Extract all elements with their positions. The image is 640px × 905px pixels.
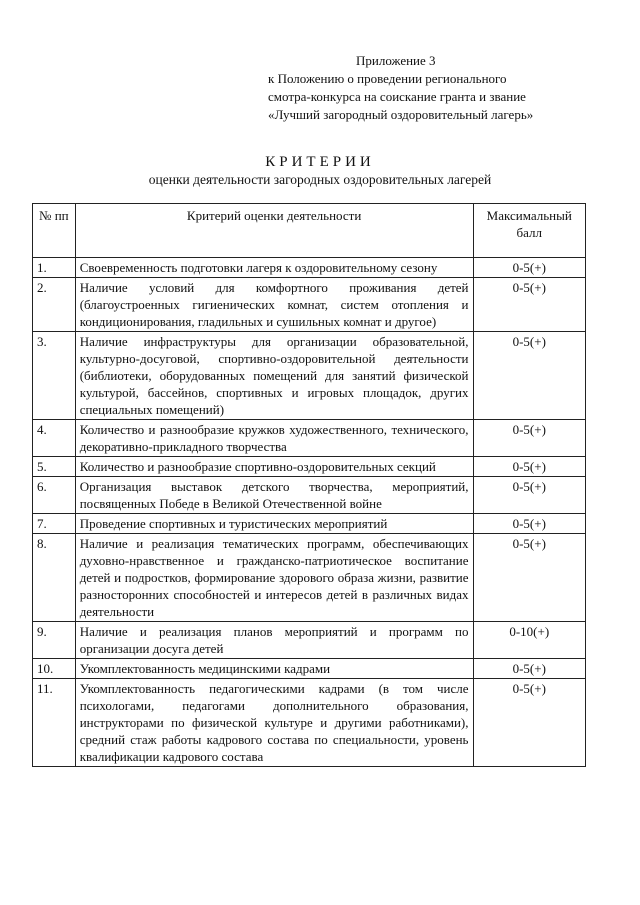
row-max-score: 0-5(+) — [473, 514, 586, 534]
appendix-line-2: к Положению о проведении регионального — [268, 71, 507, 86]
table-row — [33, 477, 586, 514]
row-number: 6. — [33, 477, 76, 514]
row-number: 5. — [33, 457, 76, 477]
row-criterion: Наличие и реализация планов мероприятий и программ по организации досуга детей — [75, 622, 473, 659]
table-row — [33, 659, 586, 679]
row-max-score: 0-5(+) — [473, 258, 586, 278]
row-max-score: 0-10(+) — [473, 622, 586, 659]
row-criterion: Количество и разнообразие спортивно-оздоровительных секций — [75, 457, 473, 477]
row-criterion: Наличие инфраструктуры для организации образовательной, культурно-досуговой, спортивно-оздоровительной деятельности (библиотеки, оборудованных помещений для занятий физической культурой, бассейнов, спортивных и игровых площадок, других специальных помещений) — [75, 332, 473, 420]
table-row — [33, 622, 586, 659]
table-row — [33, 514, 586, 534]
row-max-score: 0-5(+) — [473, 420, 586, 457]
row-number: 8. — [33, 534, 76, 622]
row-criterion: Наличие условий для комфортного проживания детей (благоустроенных гигиенических комнат, систем отопления и кондиционирования, гладильных и сушильных комнат и другое) — [75, 278, 473, 332]
table-row — [33, 420, 586, 457]
row-number: 2. — [33, 278, 76, 332]
row-criterion: Укомплектованность медицинскими кадрами — [75, 659, 473, 679]
row-criterion: Наличие и реализация тематических программ, обеспечивающих духовно-нравственное и гражданско-патриотическое воспитание детей и подростков, формирование здорового образа жизни, развитие разносторонних способностей и интересов детей в различных видах деятельности — [75, 534, 473, 622]
row-max-score: 0-5(+) — [473, 457, 586, 477]
table-row — [33, 457, 586, 477]
table-row — [33, 534, 586, 622]
row-number: 3. — [33, 332, 76, 420]
row-number: 10. — [33, 659, 76, 679]
row-criterion: Укомплектованность педагогическими кадрами (в том числе психологами, педагогами дополнительного образования, инструкторами по физической культуре и другими работниками), средний стаж работы кадрового состава по специальности, уровень квалификации кадрового состава — [75, 679, 473, 767]
row-number: 11. — [33, 679, 76, 767]
table-body — [33, 258, 586, 767]
criteria-table — [32, 203, 586, 767]
row-criterion: Организация выставок детского творчества, мероприятий, посвященных Победе в Великой Отечественной войне — [75, 477, 473, 514]
row-number: 7. — [33, 514, 76, 534]
row-criterion: Количество и разнообразие кружков художественного, технического, декоративно-прикладного творчества — [75, 420, 473, 457]
row-number: 4. — [33, 420, 76, 457]
row-number: 9. — [33, 622, 76, 659]
row-criterion: Своевременность подготовки лагеря к оздоровительному сезону — [75, 258, 473, 278]
row-max-score: 0-5(+) — [473, 679, 586, 767]
table-row — [33, 332, 586, 420]
table-row — [33, 258, 586, 278]
header-criterion: Критерий оценки деятельности — [75, 204, 473, 258]
header-number: № пп — [33, 204, 76, 258]
appendix-line-3: смотра-конкурса на соискание гранта и звание — [268, 89, 526, 104]
appendix-number: Приложение 3 — [356, 53, 436, 68]
row-number: 1. — [33, 258, 76, 278]
row-max-score: 0-5(+) — [473, 278, 586, 332]
document-subtitle: оценки деятельности загородных оздоровительных лагерей — [148, 172, 492, 187]
appendix-line-4: «Лучший загородный оздоровительный лагерь» — [268, 107, 534, 122]
header-max-score: Максимальный балл — [473, 204, 586, 258]
row-max-score: 0-5(+) — [473, 477, 586, 514]
appendix-header — [268, 52, 608, 124]
table-row — [33, 679, 586, 767]
row-max-score: 0-5(+) — [473, 659, 586, 679]
row-max-score: 0-5(+) — [473, 534, 586, 622]
table-row — [33, 278, 586, 332]
row-criterion: Проведение спортивных и туристических мероприятий — [75, 514, 473, 534]
document-title: КРИТЕРИИ — [265, 154, 375, 170]
row-max-score: 0-5(+) — [473, 332, 586, 420]
table-header-row — [33, 204, 586, 258]
